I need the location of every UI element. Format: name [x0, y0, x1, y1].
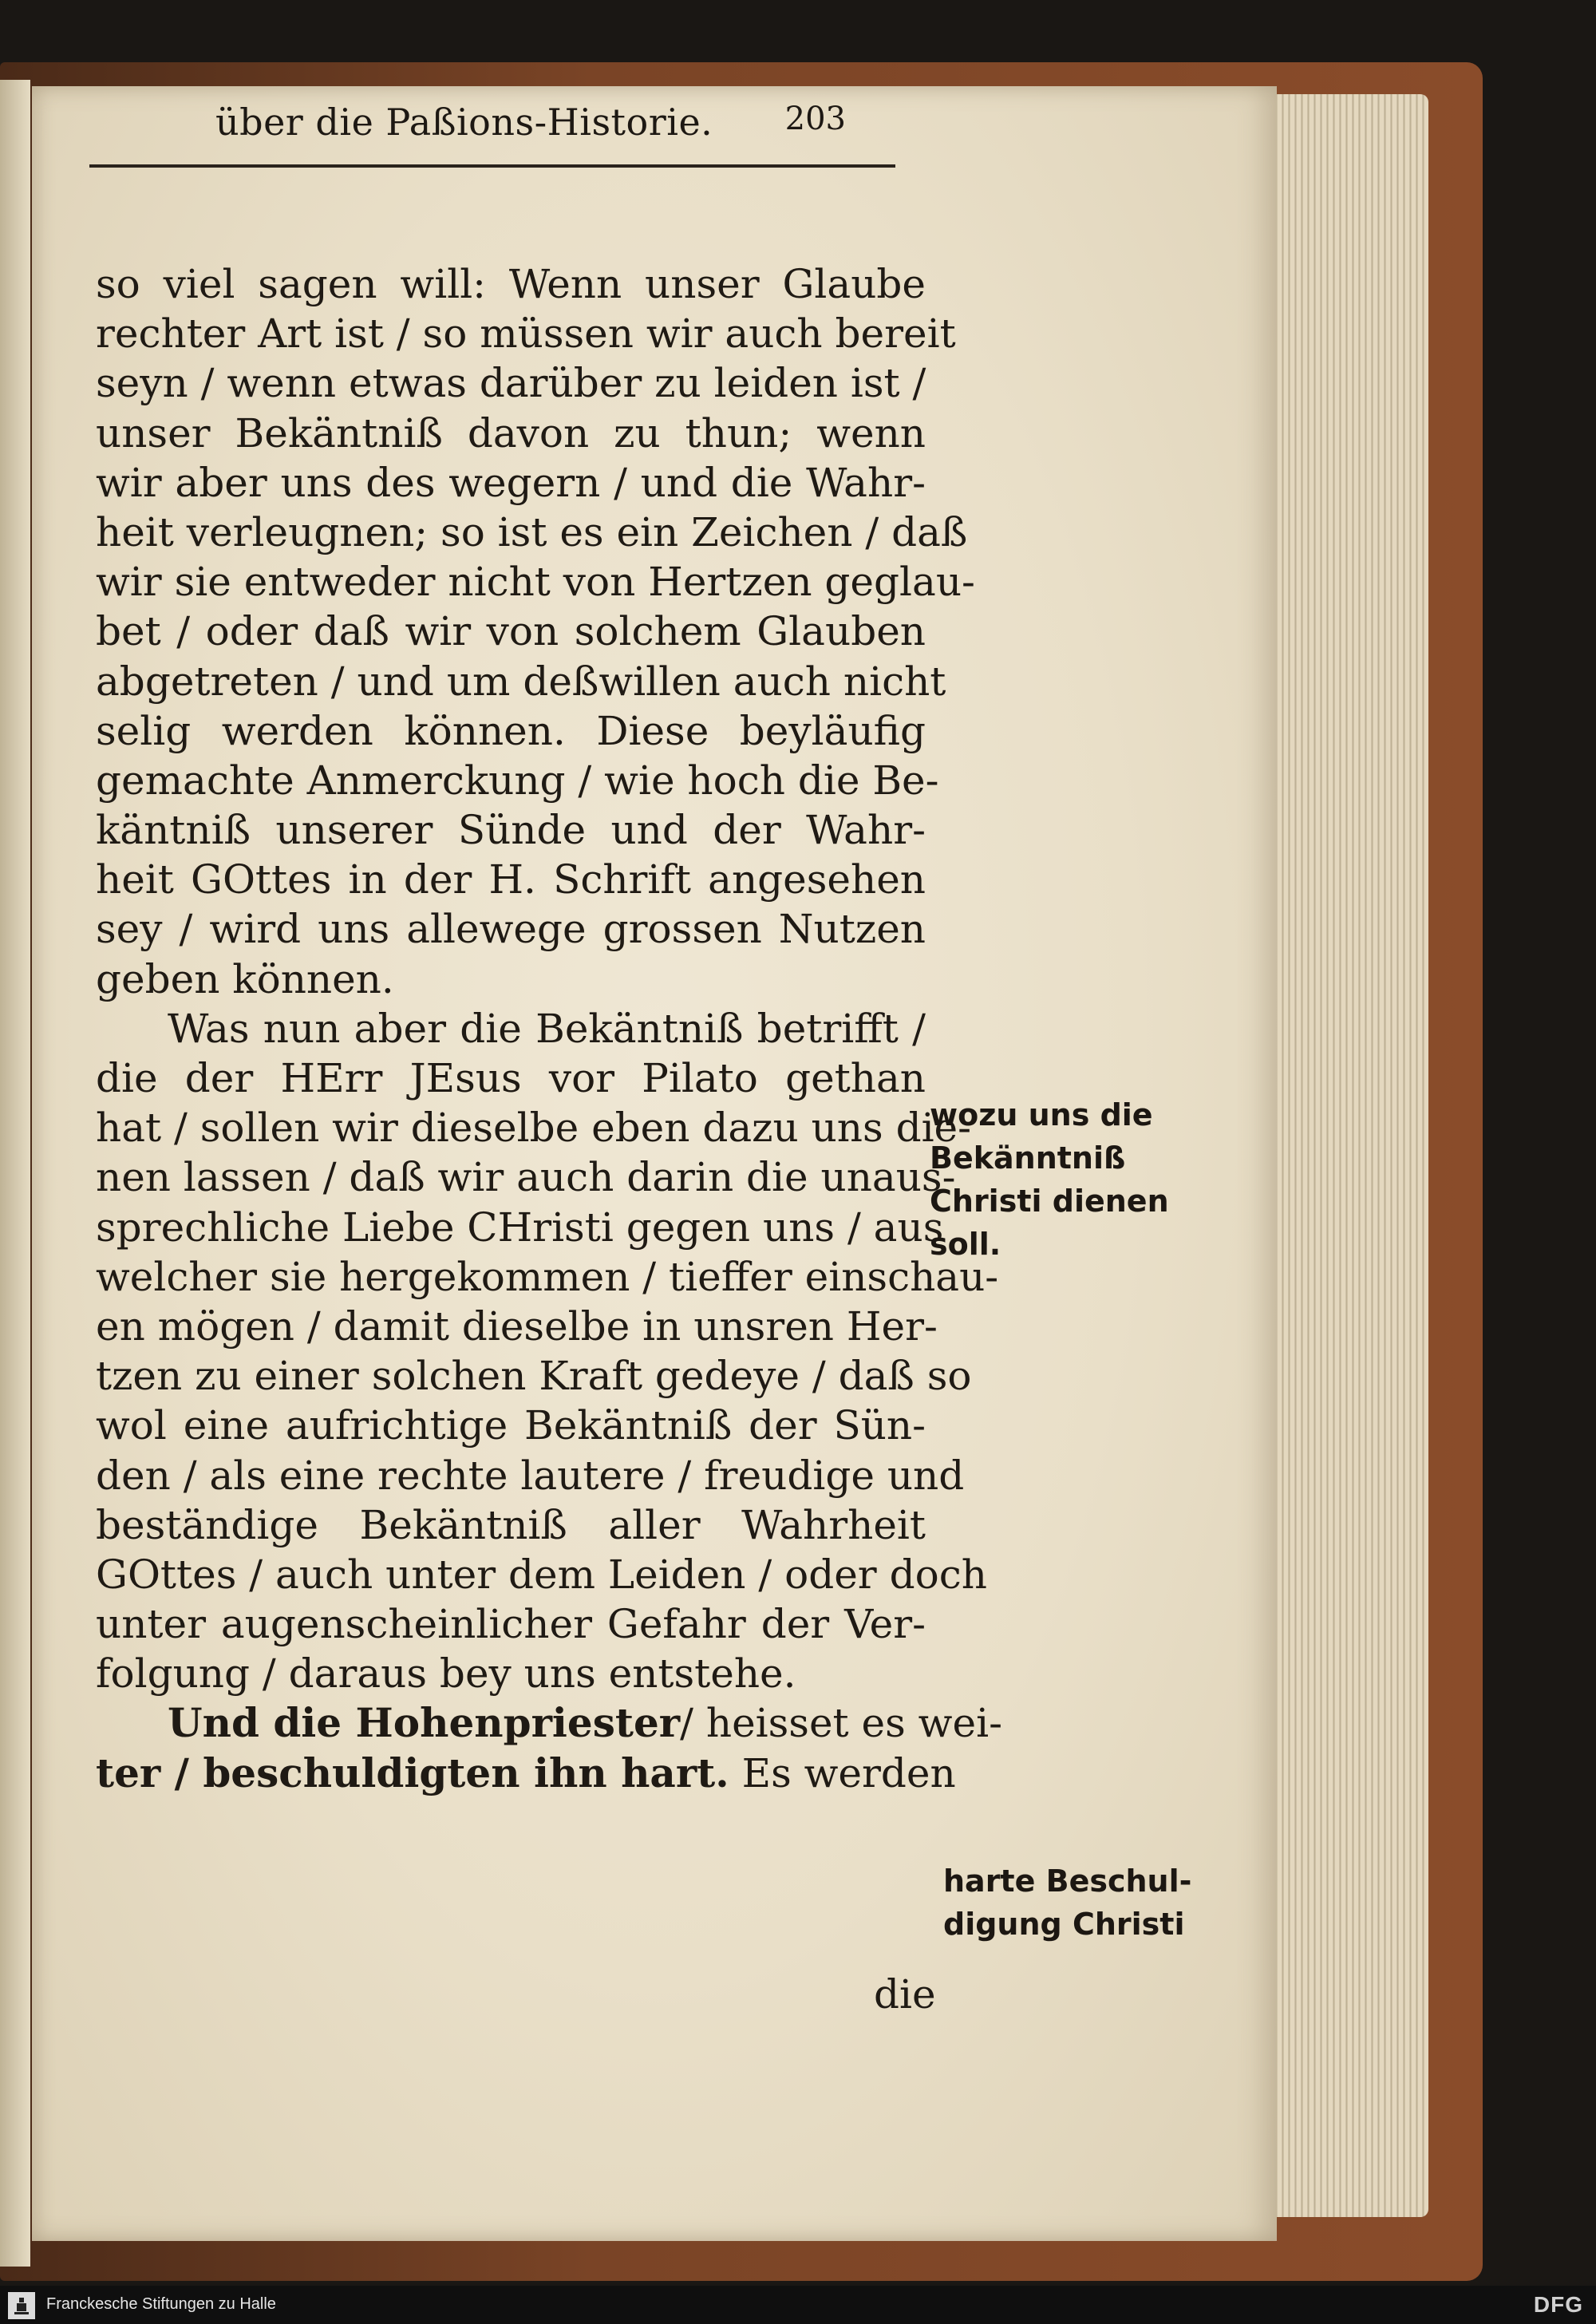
emphasis-text: Und die Hohenpriester	[168, 1699, 681, 1747]
text-line: den / als eine rechte lautere / freudige und	[96, 1452, 965, 1499]
text-line: Was nun aber die Bekäntniß betrifft /	[168, 1005, 926, 1052]
text-line: rechter Art ist / so müssen wir auch bereit	[96, 310, 956, 358]
page-number: 203	[784, 101, 846, 137]
text-line: GOttes / auch unter dem Leiden / oder doch	[96, 1551, 987, 1598]
text-line: käntniß unserer Sünde und der Wahr-	[96, 807, 926, 854]
page-edges	[1265, 94, 1428, 2217]
margin-note	[930, 1093, 1169, 1266]
text-line: heit verleugnen; so ist es ein Zeichen / daß	[96, 508, 968, 555]
catchword: die	[874, 1971, 936, 2018]
dfg-logo: DFG	[1533, 2292, 1583, 2317]
margin-note-line: soll.	[930, 1227, 1001, 1262]
text-run: Es werden	[729, 1749, 956, 1796]
text-line: bet / oder daß wir von solchem Glauben	[96, 608, 926, 655]
franckesche-stiftungen-logo-icon	[8, 2292, 35, 2319]
text-line: en mögen / damit dieselbe in unsren Her-	[96, 1302, 938, 1350]
text-line: geben können.	[96, 955, 394, 1002]
running-head	[184, 101, 846, 156]
text-line: sey / wird uns allewege grossen Nutzen	[96, 906, 926, 953]
text-line: wir aber uns des wegern / und die Wahr-	[96, 459, 926, 506]
text-line: seyn / wenn etwas darüber zu leiden ist /	[96, 360, 926, 407]
text-line: wol eine aufrichtige Bekäntniß der Sün-	[96, 1402, 926, 1449]
text-line	[96, 1698, 1002, 1748]
institution-name: Franckesche Stiftungen zu Halle	[46, 2295, 276, 2313]
running-title: über die Paßions-Historie.	[215, 101, 713, 144]
text-line: selig werden können. Diese beyläufig	[96, 707, 926, 754]
text-line: folgung / daraus bey uns entstehe.	[96, 1650, 796, 1698]
body-text	[96, 259, 1002, 1798]
text-line: sprechliche Liebe CHristi gegen uns / aus	[96, 1204, 944, 1251]
text-line: so viel sagen will: Wenn unser Glaube	[96, 261, 926, 307]
margin-note-line: Christi dienen	[930, 1184, 1169, 1219]
text-line: unter augenscheinlicher Gefahr der Ver-	[96, 1601, 926, 1648]
text-line: welcher sie hergekommen / tieffer einschau-	[96, 1253, 999, 1300]
text-line: beständige Bekäntniß aller Wahrheit	[96, 1501, 926, 1548]
text-line: gemachte Anmerckung / wie hoch die Be-	[96, 757, 939, 804]
viewer-footer	[0, 2286, 1596, 2324]
margin-note	[943, 1860, 1191, 1946]
margin-note-line: harte Beschul-	[943, 1864, 1192, 1899]
text-line: wir sie entweder nicht von Hertzen geglau-	[96, 559, 975, 606]
text-line: heit GOttes in der H. Schrift angesehen	[96, 856, 926, 903]
text-line: tzen zu einer solchen Kraft gedeye / daß so	[96, 1353, 972, 1400]
previous-page-edge	[0, 80, 30, 2267]
text-line	[96, 1749, 956, 1798]
margin-note-line: digung Christi	[943, 1907, 1185, 1942]
text-line: unser Bekäntniß davon zu thun; wenn	[96, 409, 926, 457]
text-line: hat / sollen wir dieselbe eben dazu uns die-	[96, 1105, 972, 1152]
header-rule	[89, 164, 895, 168]
text-line: abgetreten / und um deßwillen auch nicht	[96, 658, 946, 705]
text-line: nen lassen / daß wir auch darin die unaus-	[96, 1154, 956, 1201]
margin-note-line: Bekänntniß	[930, 1140, 1126, 1176]
text-line: die der HErr JEsus vor Pilato gethan	[96, 1055, 926, 1101]
margin-note-line: wozu uns die	[930, 1097, 1153, 1132]
emphasis-text: ter / beschuldigten ihn hart.	[96, 1749, 729, 1796]
text-run: / heisset es wei-	[680, 1700, 1002, 1747]
